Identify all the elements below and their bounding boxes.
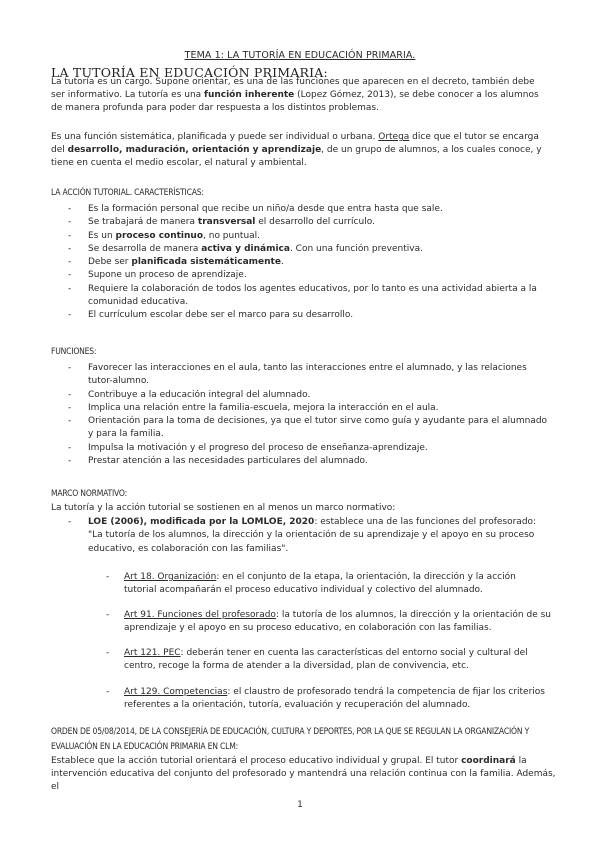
articles-list <box>51 609 551 636</box>
text-run: La tutoría es un cargo. Supone orientar, es una de las funciones que aparecen en el decreto, también debe ser informativo. La tutoría es una <box>51 77 535 101</box>
section-heading-funciones: FUNCIONES: <box>51 347 97 357</box>
bold-run: activa y dinámica <box>201 243 290 254</box>
text-run: : deberán tener en cuenta las características del entorno social y cultural del centro, recoge la forma de atender a la diversidad, plan de convivencia, etc. <box>124 648 528 672</box>
list-item <box>51 283 551 310</box>
text-run: Es la formación personal que recibe un niño/a desde que entra hasta que sale. <box>88 204 443 214</box>
text-run: Es una función sistemática, planificada y puede ser individual o urbana. <box>51 132 379 142</box>
list-item: - Favorecer las interacciones en el aula, tanto las interacciones entre el alumnado, y las relaciones tutor-alumno. <box>51 362 551 389</box>
list-item-loe <box>51 516 551 556</box>
text-run: el desarrollo del currículo. <box>255 217 375 228</box>
page-number: 1 <box>297 800 303 810</box>
list-item <box>51 243 551 256</box>
marco-intro: La tutoría y la acción tutorial se sostienen en al menos un marco normativo: <box>51 503 396 513</box>
list-item <box>51 256 551 269</box>
article-label: Art 91. Funciones del profesorado <box>124 610 276 620</box>
list-item-art-129 <box>51 686 551 713</box>
text-run: dice que el tutor se encarga del <box>51 132 539 156</box>
list-item: - Impulsa la motivación y el progreso del proceso de enseñanza-aprendizaje. <box>51 442 551 455</box>
article-label: Art 121. PEC <box>124 648 181 658</box>
bold-run: transversal <box>197 217 256 228</box>
section-heading-orden: ORDEN DE 05/08/2014, DE LA CONSEJERÍA DE EDUCACIÓN, CULTURA Y DEPORTES, POR LA QUE SE REGULAN LA ORGANIZACIÓN Y EVALUACIÓN EN LA EDUCACIÓN PRIMARIA EN CLM: <box>51 727 530 752</box>
intro-paragraph-2 <box>51 131 551 171</box>
articles-list <box>51 647 551 674</box>
section-heading-caracteristicas: LA ACCIÓN TUTORIAL. CARACTERÍSTICAS: <box>51 188 204 198</box>
text-run: , de un grupo de alumnos, a los cuales conoce, y tiene en cuenta el medio escolar, el natural y ambiental. <box>51 145 542 169</box>
bold-run: desarrollo, maduración, orientación y aprendizaje <box>67 145 322 156</box>
text-run: : establece una de las funciones del profesorado: "La tutoría de los alumnos, la dirección y la orientación de su aprendizaje y el apoyo en su proceso educativo, es colaboración con las familias". <box>88 517 537 554</box>
text-run: Es un <box>88 230 116 241</box>
text-run: Se desarrolla de manera <box>88 243 202 254</box>
articles-list <box>51 571 551 598</box>
list-item: - Contribuye a la educación integral del alumnado. <box>51 389 551 402</box>
text-run: Debe ser <box>88 257 132 268</box>
bold-run: función inherente <box>204 90 295 101</box>
section-heading-marco: MARCO NORMATIVO: <box>51 489 127 499</box>
text-run: la intervención educativa del conjunto del profesorado y mantendrá una relación continua con la familia. Además, el <box>51 756 556 793</box>
bold-run: planificada sistemáticamente <box>131 257 281 268</box>
list-item: - Prestar atención a las necesidades particulares del alumnado. <box>51 455 551 468</box>
bold-run: LOE (2006), modificada por la LOMLOE, 2020 <box>88 517 315 527</box>
articles-list <box>51 686 551 713</box>
bold-run: coordinará <box>461 756 516 766</box>
underlined-run: Ortega <box>378 132 410 142</box>
section-heading-tutoria: LA TUTORÍA EN EDUCACIÓN PRIMARIA: <box>51 65 328 80</box>
text-run: . <box>280 257 284 268</box>
document-title: TEMA 1: LA TUTORÍA EN EDUCACIÓN PRIMARIA. <box>184 50 416 61</box>
list-item-art-18 <box>51 571 551 598</box>
list-item-art-91 <box>51 609 551 636</box>
text-run: Se trabajará de manera <box>88 217 198 228</box>
list-item: - Implica una relación entre la familia-escuela, mejora la interacción en el aula. <box>51 402 551 415</box>
marco-loe-list <box>51 516 551 556</box>
list-item <box>51 230 551 243</box>
text-run: , no puntual. <box>203 230 261 241</box>
list-item <box>51 203 551 216</box>
list-item <box>51 309 551 322</box>
text-run: Requiere la colaboración de todos los agentes educativos, por lo tanto es una actividad abierta a la comunidad educativa. <box>88 283 537 308</box>
list-item: - Orientación para la toma de decisiones, ya que el tutor sirve como guía y ayudante para el alumnado y para la familia. <box>51 415 551 442</box>
intro-paragraph-1 <box>51 76 551 116</box>
article-label: Art 18. Organización <box>124 572 217 582</box>
text-run: Establece que la acción tutorial orientará el proceso educativo individual y grupal. El tutor <box>51 756 462 766</box>
text-run: Supone un proceso de aprendizaje. <box>88 270 247 281</box>
bold-run: proceso continuo <box>115 230 204 241</box>
text-run: El currículum escolar debe ser el marco para su desarrollo. <box>88 310 354 321</box>
text-run: . Con una función preventiva. <box>289 243 423 254</box>
list-item-art-121 <box>51 647 551 674</box>
orden-paragraph <box>51 755 556 795</box>
text-run: : el claustro de profesorado tendrá la competencia de fijar los criterios referentes a la orientación, tutoría, evaluación y recuperación del alumnado. <box>124 687 545 711</box>
text-run: : en el conjunto de la etapa, la orientación, la dirección y la acción tutorial acompañarán el proceso educativo individual y colectivo del alumnado. <box>124 572 516 596</box>
funciones-list <box>51 362 551 468</box>
caracteristicas-list <box>51 203 551 323</box>
list-item <box>51 269 551 282</box>
text-run: : la tutoría de los alumnos, la dirección y la orientación de su aprendizaje y el apoyo en su proceso educativo, en colaboración con las familias. <box>124 610 552 634</box>
list-item <box>51 216 551 229</box>
text-run: (Lopez Gómez, 2013), se debe conocer a los alumnos de manera profunda para poder dar respuesta a los distintos problemas. <box>51 90 539 114</box>
article-label: Art 129. Competencias <box>124 687 228 697</box>
